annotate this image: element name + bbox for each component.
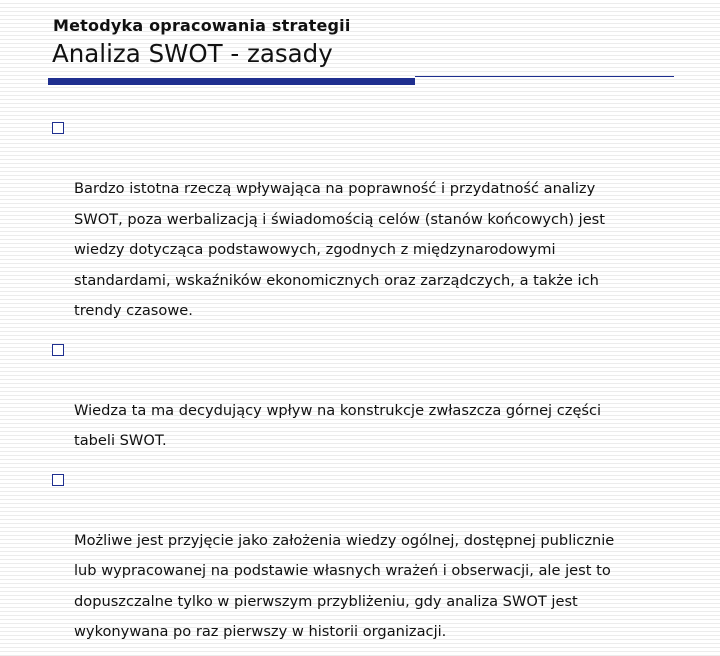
slide-title: Analiza SWOT - zasady	[52, 39, 333, 68]
bullet-item	[52, 113, 692, 327]
bullet-list	[52, 113, 692, 656]
title-underline-thin	[415, 76, 674, 77]
square-bullet-icon	[52, 344, 64, 356]
bullet-item	[52, 335, 692, 457]
slide-subtitle: Metodyka opracowania strategii	[53, 16, 351, 35]
square-bullet-icon	[52, 474, 64, 486]
bullet-text: Możliwe jest przyjęcie jako założenia wiedzy ogólnej, dostępnej publicznie lub wypracowanej na podstawie własnych wrażeń i obserwacji, ale jest to dopuszczalne tylko w pierwszym przybliżeniu, gdy analiza SWOT jest wykonywana po raz pierwszy w historii organizacji.	[74, 531, 615, 640]
square-bullet-icon	[52, 122, 64, 134]
title-underline-thick	[48, 78, 415, 85]
bullet-text: Bardzo istotna rzeczą wpływająca na poprawność i przydatność analizy SWOT, poza werbalizacją i świadomością celów (stanów końcowych) jest wiedzy dotycząca podstawowych, zgodnych z międzynarodowymi standardami, wskaźników ekonomicznych oraz zarządczych, a także ich trendy czasowe.	[74, 180, 606, 319]
bullet-text: Wiedza ta ma decydujący wpływ na konstrukcje zwłaszcza górnej części tabeli SWOT.	[74, 401, 602, 449]
bullet-item	[52, 465, 692, 648]
